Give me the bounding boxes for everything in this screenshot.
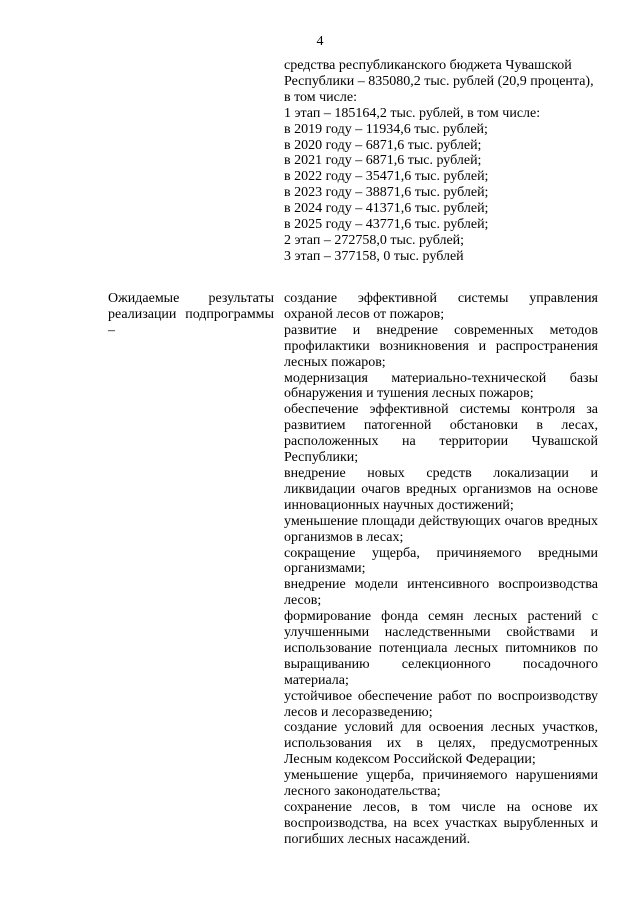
result-item: внедрение новых средств локализации и ликвидации очагов вредных организмов на основе инновационных научных достижений; xyxy=(284,465,598,513)
result-item: создание эффективной системы управления охраной лесов от пожаров; xyxy=(284,291,598,322)
result-item: уменьшение ущерба, причиняемого нарушениями лесного законодательства; xyxy=(284,768,598,800)
result-item: устойчивое обеспечение работ по воспроизводству лесов и лесоразведению; xyxy=(284,688,598,720)
result-item: развитие и внедрение современных методов профилактики возникновения и распространения лесных пожаров; xyxy=(284,322,598,370)
funding-line: в 2021 году – 6871,6 тыс. рублей; xyxy=(284,153,482,169)
funding-line: в 2023 году – 38871,6 тыс. рублей; xyxy=(284,185,489,201)
funding-block xyxy=(284,58,598,265)
expected-results-label xyxy=(108,291,274,339)
funding-line: в 2025 году – 43771,6 тыс. рублей; xyxy=(284,217,489,233)
funding-line: 2 этап – 272758,0 тыс. рублей; xyxy=(284,232,465,248)
page-number: 4 xyxy=(316,34,324,49)
result-item: сохранение лесов, в том числе на основе их воспроизводства, на всех участках вырубленных и погибших лесных насаждений. xyxy=(284,800,598,847)
funding-line: средства республиканского бюджета Чувашской xyxy=(284,58,572,73)
result-item: модернизация материально-технической базы обнаружения и тушения лесных пожаров; xyxy=(284,370,598,402)
result-item: создание условий для освоения лесных участков, использования их в целях, предусмотренных Лесным кодексом Российской Федерации; xyxy=(284,720,598,768)
label-dash: – xyxy=(108,322,115,338)
result-item: уменьшение площади действующих очагов вредных организмов в лесах; xyxy=(284,513,598,545)
expected-results-label-text: Ожидаемые результаты реализации подпрограммы xyxy=(108,291,274,322)
result-item: обеспечение эффективной системы контроля за развитием патогенной обстановки в лесах, расположенных на территории Чувашской Республики; xyxy=(284,402,598,466)
result-item: формирование фонда семян лесных растений с улучшенными наследственными свойствами и использование потенциала лесных питомников по выращиванию селекционного посадочного материала; xyxy=(284,609,598,688)
funding-line: в 2020 году – 6871,6 тыс. рублей; xyxy=(284,137,482,153)
result-item: внедрение модели интенсивного воспроизводства лесов; xyxy=(284,577,598,609)
funding-line: в 2019 году – 11934,6 тыс. рублей; xyxy=(284,121,488,137)
funding-line: 1 этап – 185164,2 тыс. рублей, в том числе: xyxy=(284,105,541,121)
funding-line: в том числе: xyxy=(284,89,357,105)
funding-line: в 2024 году – 41371,6 тыс. рублей; xyxy=(284,201,489,217)
funding-line: в 2022 году – 35471,6 тыс. рублей; xyxy=(284,169,489,185)
expected-results-list xyxy=(284,291,598,848)
funding-line: 3 этап – 377158, 0 тыс. рублей xyxy=(284,248,464,264)
funding-line: Республики – 835080,2 тыс. рублей (20,9 процента), xyxy=(284,73,594,89)
result-item: сокращение ущерба, причиняемого вредными организмами; xyxy=(284,545,598,577)
